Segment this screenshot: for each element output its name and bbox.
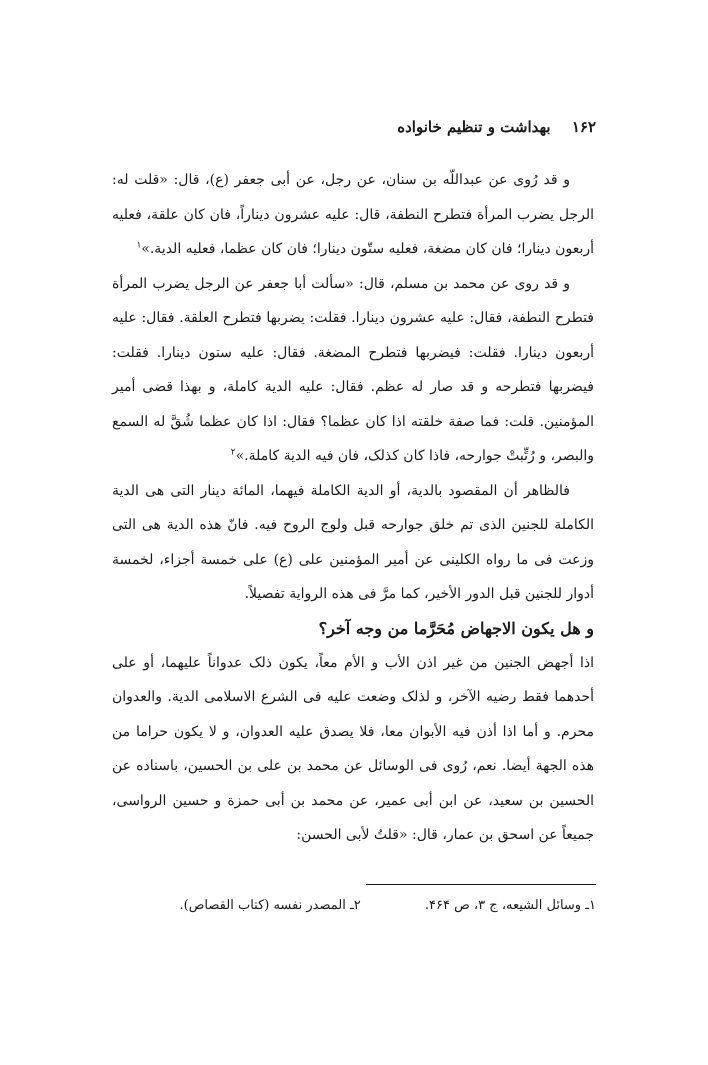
paragraph-1 — [112, 163, 594, 267]
paragraph-3 — [112, 474, 594, 612]
paragraph-4-text: اذا أجهض الجنین من غیر اذن الأب و الأم معاً، یکون ذلک عدواناً علیهما، أو علی أحدهما فقط رضیه الآخر، و لذلک وضعت علیه فی الشرع الاسلامی الدیة. والعدوان محرم. و أما اذا أذن فیه الأبوان معا، فلا یصدق علیه العدوان، و لا یکون حراما من هذه الجهة أیضا. نعم، رُوی فی الوسائل عن محمد بن علی بن الحسین، باسناده عن الحسین بن سعید، عن ابن أبی عمیر، عن محمد بن أبی حمزة و حسین الرواسی، جمیعاً عن اسحق بن عمار، قال: «قلتُ لأبی الحسن: — [112, 654, 594, 843]
footnote-marker-2: ۲ — [230, 447, 236, 458]
paragraph-1-text: و قد رُوی عن عبداللّه بن سنان، عن رجل، عن أبی جعفر (ع)، قال: «قلت له: الرجل یضرب المرأة فتطرح النطفة، قال: علیه عشرون دیناراً، فان کان علقة، فعلیه أربعون دینارا؛ فان کان مضغة، فعلیه ستّون دینارا؛ فان کان عظما، فعلیه الدیة.» — [112, 172, 594, 257]
footnote-marker-1: ۱ — [136, 240, 142, 251]
running-head-title: بهداشت و تنظیم خانواده — [397, 118, 551, 136]
section-heading: و هل یکون الاجهاض مُحَرَّما من وجه آخر؟ — [318, 618, 594, 638]
page-number: ۱۶۲ — [571, 118, 596, 136]
paragraph-2-text: و قد روی عن محمد بن مسلم، قال: «سألت أبا جعفر عن الرجل یضرب المرأة فتطرح النطفة، فقال: علیه عشرون دینارا. فقلت: یضربها فتطرح العلقة. فقال: علیه أربعون دینارا. فقلت: فیضربها فتطرح المضغة. فقال: علیه ستون دینارا. فقلت: فیضربها فتطرحه و قد صار له عظم. فقال: علیه الدیة کاملة، و بهذا قضی أمیر المؤمنین. قلت: فما صفة خلقته اذا کان عظما؟ فقال: اذا کان عظما شُقَّ له السمع والبصر، و رُتِّبتْ جوارحه، فاذا کان کذلک، فان فیه الدیة کاملة.» — [112, 275, 594, 464]
paragraph-3-text: فالظاهر أن المقصود بالدیة، أو الدیة الکاملة فیهما، المائة دینار التی هی الدیة الکاملة للجنین الذی تم خلق جوارحه قبل ولوج الروح فیه. فانّ هذه الدیة هی التی وزعت فی ما رواه الکلینی عن أمیر المؤمنین علی (ع) علی خمسة أجزاء، لخمسة أدوار للجنین قبل الدور الأخیر، کما مرَّ فی هذه الروایة تفصیلاً. — [112, 482, 594, 602]
footnotes — [180, 898, 596, 913]
paragraph-2 — [112, 267, 594, 474]
running-head — [397, 118, 596, 136]
footnote-1: ۱ـ وسائل الشیعه، ج ۳، ص ۴۶۴. — [424, 898, 596, 913]
footnote-2: ۲ـ المصدر نفسه (کتاب القصاص). — [179, 898, 361, 913]
footnote-divider — [366, 884, 596, 885]
body-text — [112, 163, 594, 853]
paragraph-4 — [112, 646, 594, 853]
